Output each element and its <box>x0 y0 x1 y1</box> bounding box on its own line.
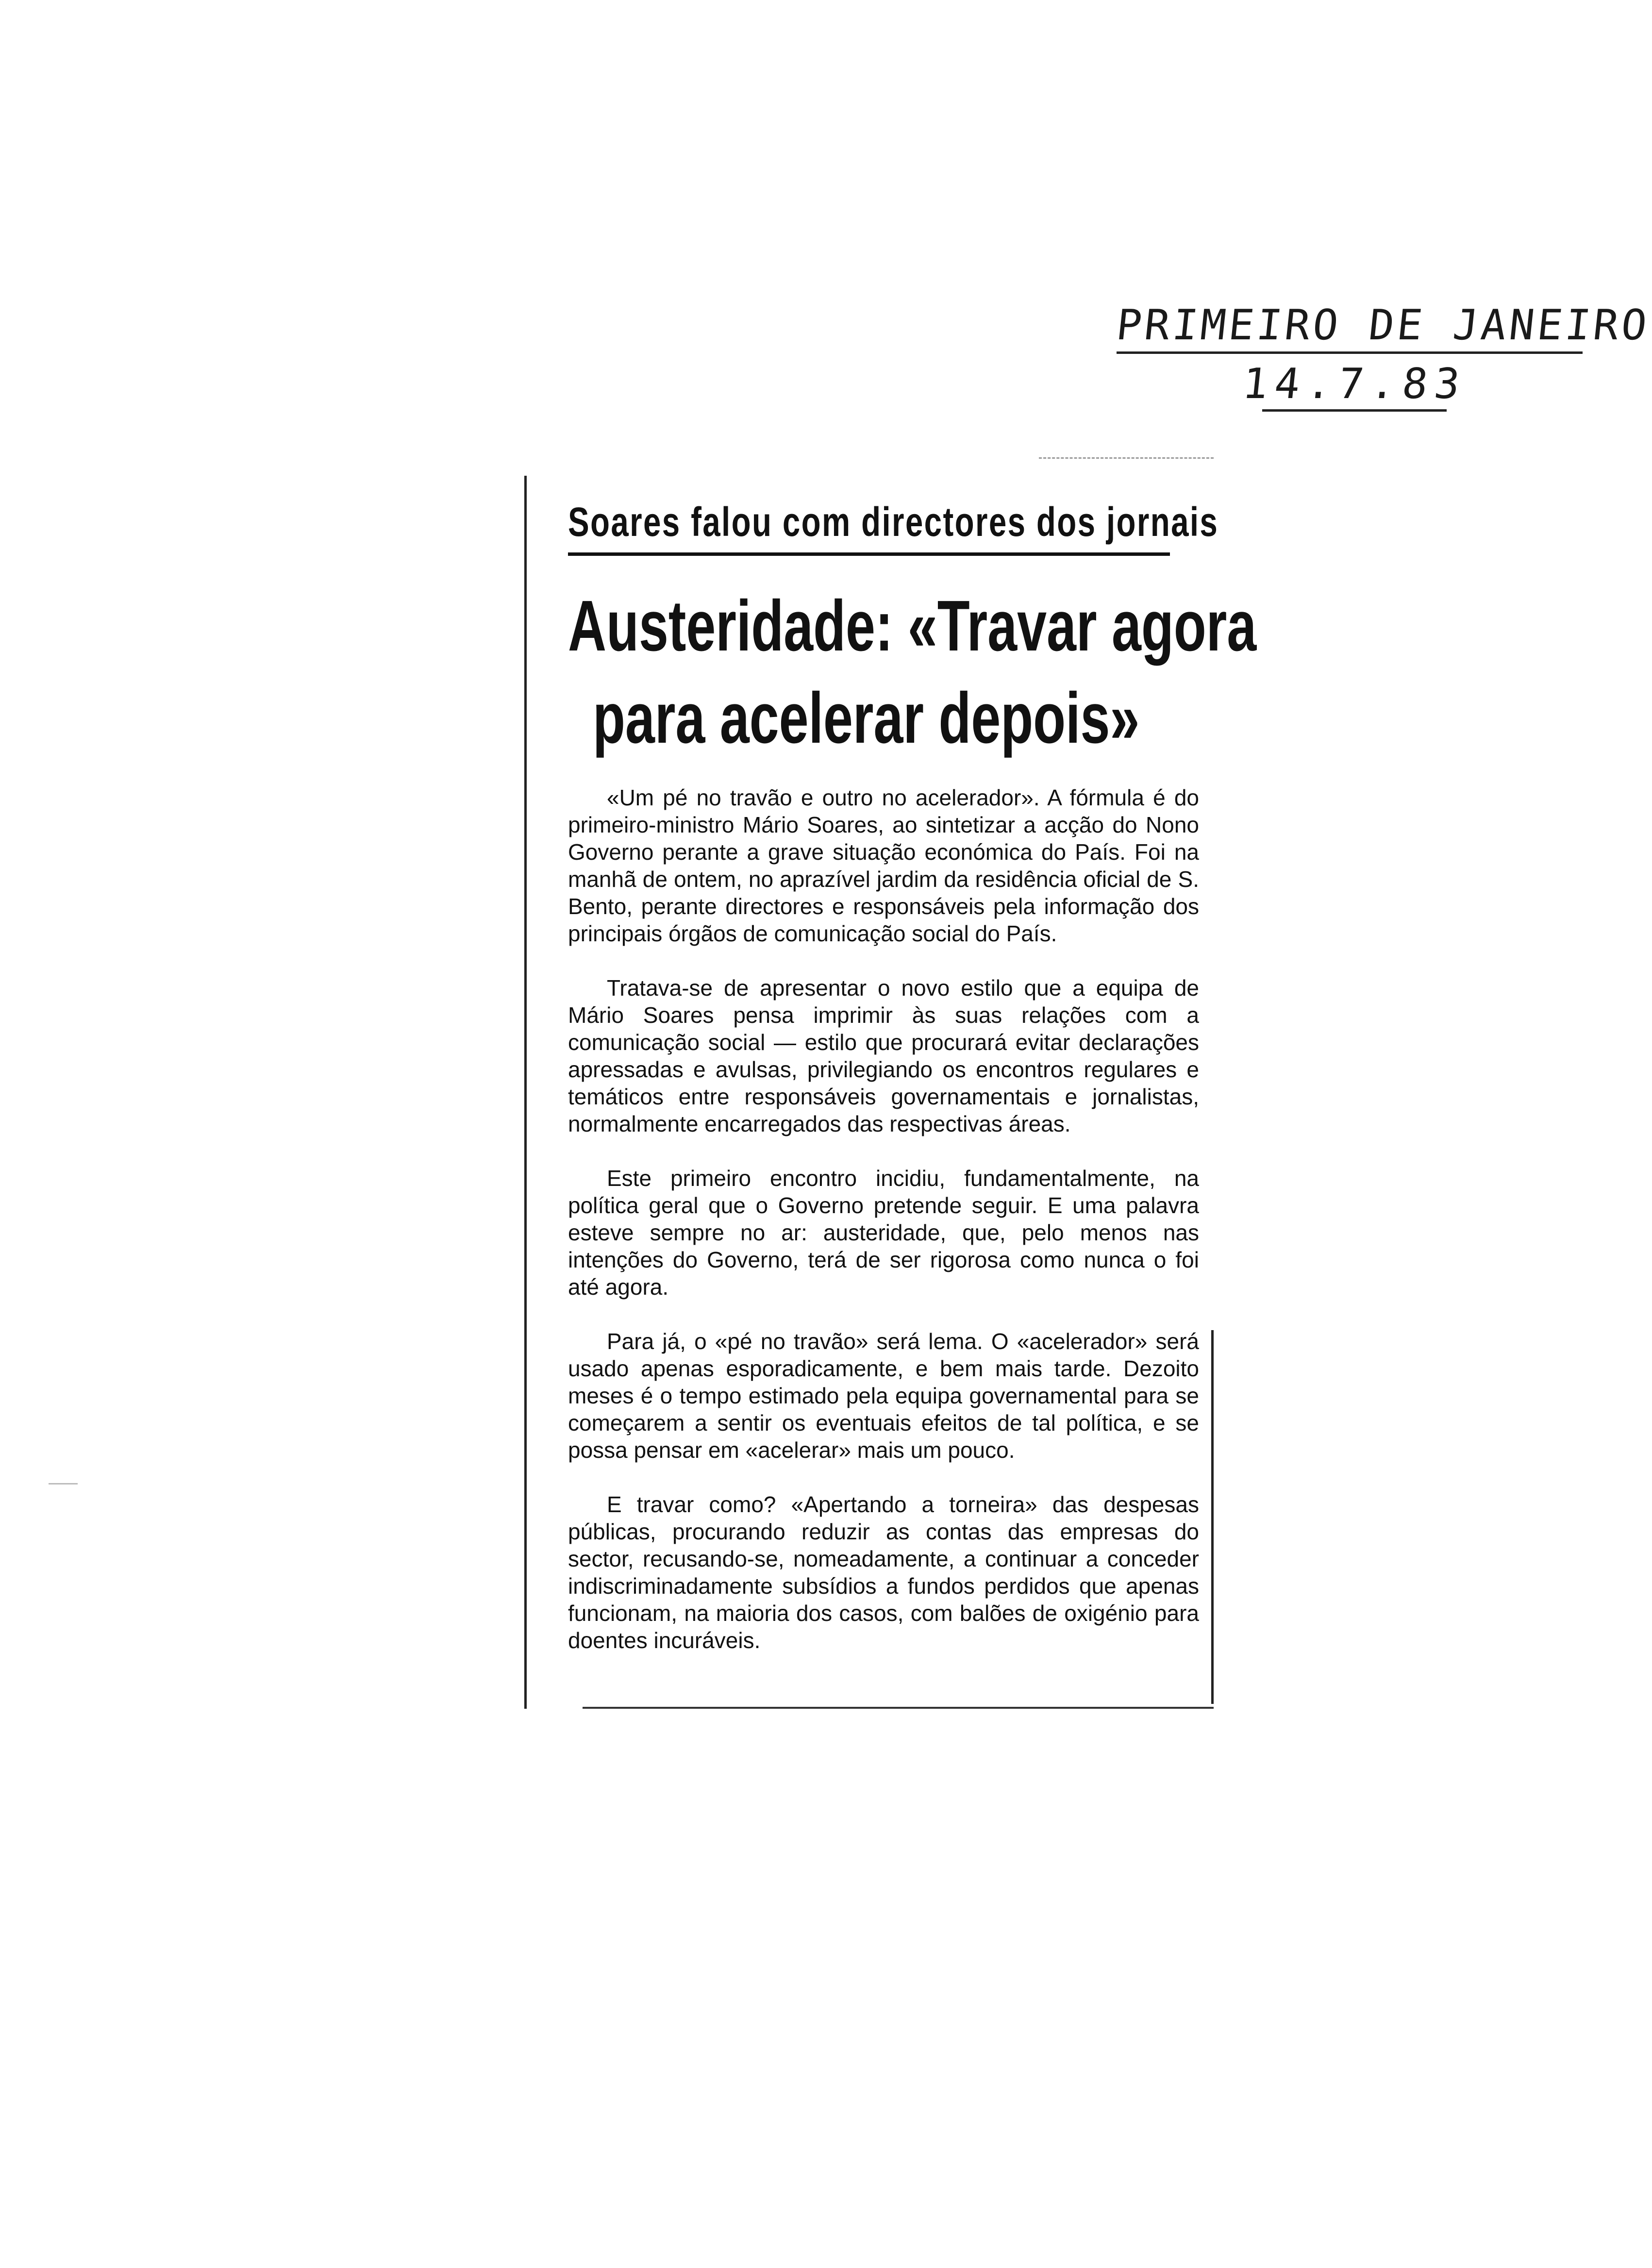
article-paragraph: Este primeiro encontro incidiu, fundamentalmente, na política geral que o Governo pretende seguir. E uma palavra esteve sempre no ar: austeridade, que, pelo menos nas intenções do Governo, terá de ser rigorosa como nunca o foi até agora. <box>568 1166 1199 1300</box>
kicker-underline <box>568 552 1170 556</box>
clipping-top-marks <box>1039 457 1214 461</box>
clipping-left-border <box>524 476 527 1709</box>
article <box>568 495 1257 1681</box>
article-body <box>568 784 1199 1654</box>
headline-line-2: para acelerar depois» <box>593 678 1140 758</box>
article-paragraph: «Um pé no travão e outro no acelerador». A fórmula é do primeiro-ministro Mário Soares, ao sintetizar a acção do Nono Governo perante a grave situação económica do País. Foi na manhã de ontem, no aprazível jardim da residência oficial de S. Bento, perante directores e responsáveis pela informação dos principais órgãos de comunicação social do País. <box>568 785 1199 946</box>
annotation-date: 14.7.83 <box>1240 360 1469 408</box>
annotation-underline <box>1117 351 1583 354</box>
annotation-source: PRIMEIRO DE JANEIRO <box>1114 301 1652 350</box>
article-kicker: Soares falou com directores dos jornais <box>568 499 1219 545</box>
annotation-date-underline <box>1262 409 1447 412</box>
article-paragraph: Tratava-se de apresentar o novo estilo que a equipa de Mário Soares pensa imprimir às suas relações com a comunicação social — estilo que procurará evitar declarações apressadas e avulsas, privilegiando os encontros regulares e temáticos entre responsáveis governamentais e jornalistas, normalmente encarregados das respectivas áreas. <box>568 975 1199 1136</box>
clipping-bottom-border <box>583 1707 1214 1709</box>
clipping-right-border <box>1211 1330 1214 1704</box>
newspaper-clipping <box>524 476 1257 1709</box>
article-paragraph: Para já, o «pé no travão» será lema. O «acelerador» será usado apenas esporadicamente, e bem mais tarde. Dezoito meses é o tempo estimado pela equipa governamental para se começarem a sentir os eventuais efeitos de tal política, e se possa pensar em «acelerar» mais um pouco. <box>568 1329 1199 1463</box>
article-paragraph: E travar como? «Apertando a torneira» das despesas públicas, procurando reduzir as contas das empresas do sector, recusando-se, nomeadamente, a continuar a conceder indiscriminadamente subsídios a fundos perdidos que apenas funcionam, na maioria dos casos, com balões de oxigénio para doentes incuráveis. <box>568 1492 1199 1653</box>
article-headline <box>568 580 1257 765</box>
scan-mark <box>49 1483 78 1484</box>
handwritten-annotation <box>1114 301 1652 412</box>
headline-line-1: Austeridade: «Travar agora <box>568 586 1257 666</box>
